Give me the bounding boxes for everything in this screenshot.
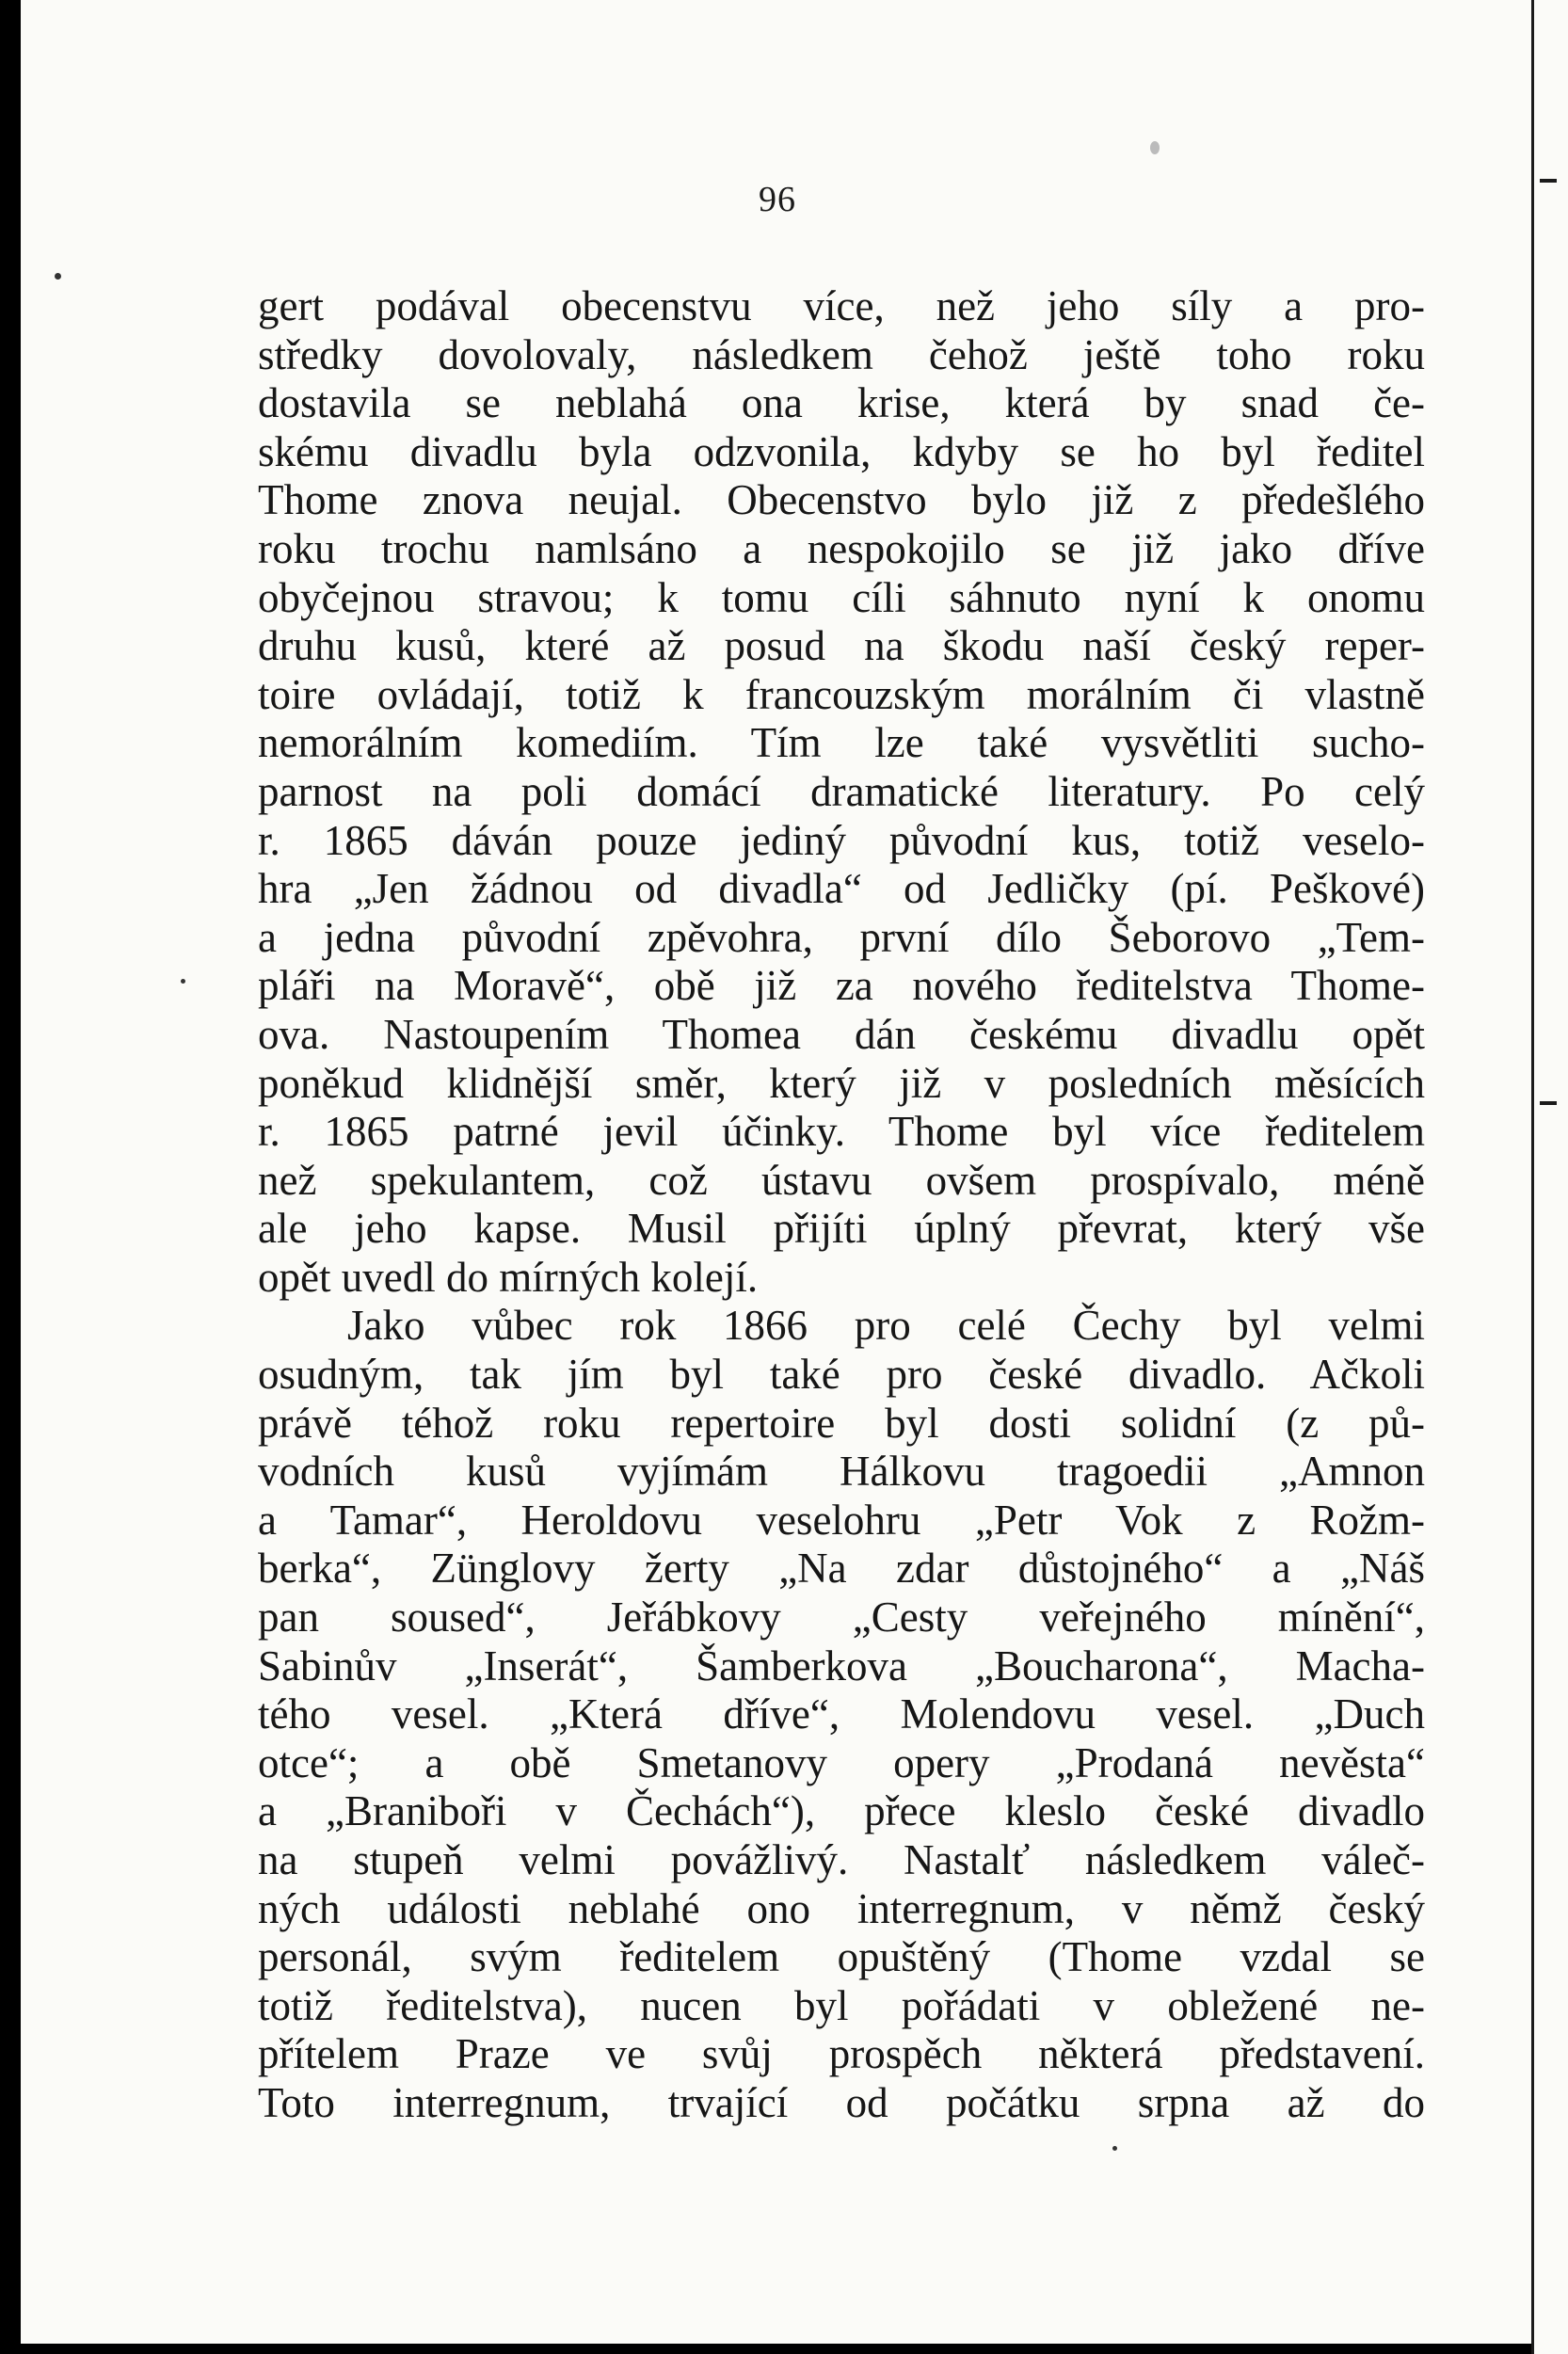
- text-line: na stupeň velmi povážlivý. Nastalť následkem váleč-: [258, 1836, 1425, 1883]
- text-line: právě téhož roku repertoire byl dosti solidní (z pů-: [258, 1399, 1425, 1447]
- text-line: roku trochu namlsáno a nespokojilo se již jako dříve: [258, 524, 1425, 572]
- text-line: přítelem Praze ve svůj prospěch některá představení.: [258, 2030, 1425, 2078]
- text-line: poněkud klidnější směr, který již v posledních měsících: [258, 1059, 1425, 1107]
- text-line: vodních kusů vyjímám Hálkovu tragoedii „Amnon: [258, 1448, 1425, 1496]
- body-text: [258, 282, 1425, 2128]
- dust-speck: [1112, 2146, 1117, 2151]
- text-line: personál, svým ředitelem opuštěný (Thome vzdal se: [258, 1933, 1425, 1981]
- text-line: toire ovládají, totiž k francouzským morálním či vlastně: [258, 670, 1425, 718]
- text-line: nemorálním komediím. Tím lze také vysvětliti sucho-: [258, 719, 1425, 767]
- edge-mark: [1540, 1101, 1557, 1105]
- text-line: gert podával obecenstvu více, než jeho síly a pro-: [258, 282, 1425, 329]
- text-line: než spekulantem, což ústavu ovšem prospívalo, méně: [258, 1156, 1425, 1204]
- text-line: pláři na Moravě“, obě již za nového ředitelstva Thome-: [258, 962, 1425, 1010]
- text-line: druhu kusů, které až posud na škodu naší český reper-: [258, 622, 1425, 670]
- text-line: a jedna původní zpěvohra, první dílo Šeborovo „Tem-: [258, 913, 1425, 961]
- text-line: dostavila se neblahá ona krise, která by snad če-: [258, 379, 1425, 427]
- text-line: ale jeho kapse. Musil přijíti úplný převrat, který vše: [258, 1205, 1425, 1253]
- dust-speck: [181, 979, 185, 984]
- edge-mark: [1540, 179, 1557, 183]
- text-line: Toto interregnum, trvající od počátku srpna až do: [258, 2078, 1425, 2126]
- text-line: Sabinův „Inserát“, Šamberkova „Boucharona“, Macha-: [258, 1641, 1425, 1689]
- text-line: berka“, Zünglovy žerty „Na zdar důstojného“ a „Náš: [258, 1545, 1425, 1593]
- text-line: středky dovolovaly, následkem čehož ještě toho roku: [258, 330, 1425, 378]
- text-line: a Tamar“, Heroldovu veselohru „Petr Vok z Rožm-: [258, 1496, 1425, 1544]
- text-line: pan soused“, Jeřábkovy „Cesty veřejného mínění“,: [258, 1593, 1425, 1641]
- text-line: parnost na poli domácí dramatické literatury. Po celý: [258, 767, 1425, 815]
- page-number: 96: [759, 180, 796, 219]
- text-line: hra „Jen žádnou od divadla“ od Jedličky (pí. Peškové): [258, 865, 1425, 913]
- text-line: otce“; a obě Smetanovy opery „Prodaná nevěsta“: [258, 1738, 1425, 1786]
- book-page: [21, 0, 1537, 2344]
- dust-speck: [55, 273, 61, 280]
- text-line: ova. Nastoupením Thomea dán českému divadlu opět: [258, 1010, 1425, 1058]
- text-line: r. 1865 dáván pouze jediný původní kus, totiž veselo-: [258, 816, 1425, 864]
- text-line: opět uvedl do mírných kolejí.: [258, 1253, 759, 1301]
- text-line: ných události neblahé ono interregnum, v němž český: [258, 1884, 1425, 1932]
- text-line: Jako vůbec rok 1866 pro celé Čechy byl velmi: [347, 1302, 1425, 1350]
- text-line: skému divadlu byla odzvonila, kdyby se ho byl ředitel: [258, 427, 1425, 475]
- text-line: r. 1865 patrné jevil účinky. Thome byl více ředitelem: [258, 1108, 1425, 1156]
- text-line: totiž ředitelstva), nucen byl pořádati v obležené ne-: [258, 1981, 1425, 2029]
- text-line: osudným, tak jím byl také pro české divadlo. Ačkoli: [258, 1351, 1425, 1399]
- text-line: a „Braniboři v Čechách“), přece kleslo české divadlo: [258, 1787, 1425, 1835]
- text-line: tého vesel. „Která dříve“, Molendovu vesel. „Duch: [258, 1690, 1425, 1738]
- text-line: Thome znova neujal. Obecenstvo bylo již z předešlého: [258, 476, 1425, 524]
- adjacent-page-edge: [1531, 0, 1568, 2354]
- dust-speck: [1150, 141, 1160, 154]
- text-line: obyčejnou stravou; k tomu cíli sáhnuto nyní k onomu: [258, 573, 1425, 621]
